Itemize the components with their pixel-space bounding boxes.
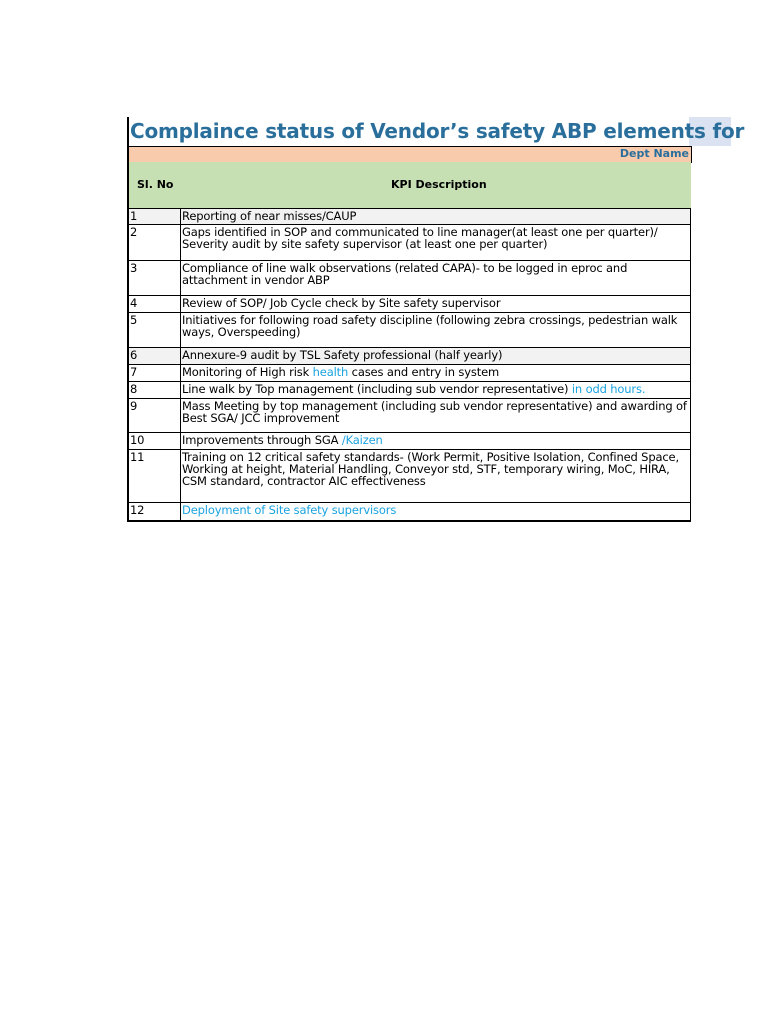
- kpi-description-cell[interactable]: Monitoring of High risk health cases and entry in system: [181, 365, 691, 382]
- header-row: [127, 162, 691, 208]
- table-row: [128, 503, 691, 521]
- sl-no-cell[interactable]: 6: [128, 348, 181, 365]
- kpi-description-cell[interactable]: Deployment of Site safety supervisors: [181, 503, 691, 521]
- kpi-description-cell[interactable]: Reporting of near misses/CAUP: [181, 209, 691, 225]
- table-row: [128, 225, 691, 261]
- sl-no-cell[interactable]: 11: [128, 450, 181, 503]
- sl-no-cell[interactable]: 4: [128, 296, 181, 313]
- header-kpi-description: KPI Description: [391, 178, 487, 191]
- dept-name-label: Dept Name: [619, 147, 689, 160]
- table-row: [128, 382, 691, 399]
- kpi-description-cell[interactable]: Compliance of line walk observations (related CAPA)- to be logged in eproc and attachment in vendor ABP: [181, 261, 691, 296]
- table-row: [128, 399, 691, 433]
- sl-no-cell[interactable]: 10: [128, 433, 181, 450]
- header-sl-no: Sl. No: [137, 178, 174, 191]
- kpi-table: [127, 208, 691, 522]
- sl-no-cell[interactable]: 1: [128, 209, 181, 225]
- kpi-description-cell[interactable]: Gaps identified in SOP and communicated to line manager(at least one per quarter)/ Severity audit by site safety supervisor (at least one per quarter): [181, 225, 691, 261]
- title-row: [127, 117, 745, 146]
- kpi-description-cell[interactable]: Review of SOP/ Job Cycle check by Site safety supervisor: [181, 296, 691, 313]
- sl-no-cell[interactable]: 5: [128, 313, 181, 348]
- table-row: [128, 348, 691, 365]
- table-row: [128, 261, 691, 296]
- sl-no-cell[interactable]: 2: [128, 225, 181, 261]
- table-row: [128, 209, 691, 225]
- kpi-description-cell[interactable]: Mass Meeting by top management (including sub vendor representative) and awarding of Best SGA/ JCC improvement: [181, 399, 691, 433]
- sl-no-cell[interactable]: 12: [128, 503, 181, 521]
- table-row: [128, 365, 691, 382]
- sl-no-cell[interactable]: 3: [128, 261, 181, 296]
- table-row: [128, 296, 691, 313]
- sl-no-cell[interactable]: 7: [128, 365, 181, 382]
- kpi-description-cell[interactable]: Training on 12 critical safety standards- (Work Permit, Positive Isolation, Confined Space, Working at height, Material Handling, Conveyor std, STF, temporary wiring, MoC, HIRA, CSM standard, contractor AIC effectiveness: [181, 450, 691, 503]
- table-row: [128, 450, 691, 503]
- table-row: [128, 433, 691, 450]
- sl-no-cell[interactable]: 8: [128, 382, 181, 399]
- sl-no-cell[interactable]: 9: [128, 399, 181, 433]
- kpi-description-cell[interactable]: Line walk by Top management (including sub vendor representative) in odd hours.: [181, 382, 691, 399]
- kpi-description-cell[interactable]: Improvements through SGA /Kaizen: [181, 433, 691, 450]
- kpi-description-cell[interactable]: Initiatives for following road safety discipline (following zebra crossings, pedestrian walk ways, Overspeeding): [181, 313, 691, 348]
- kpi-description-cell[interactable]: Annexure-9 audit by TSL Safety professional (half yearly): [181, 348, 691, 365]
- dept-row: [127, 146, 692, 163]
- sheet-title: Complaince status of Vendor’s safety ABP elements for: [130, 119, 745, 143]
- table-row: [128, 313, 691, 348]
